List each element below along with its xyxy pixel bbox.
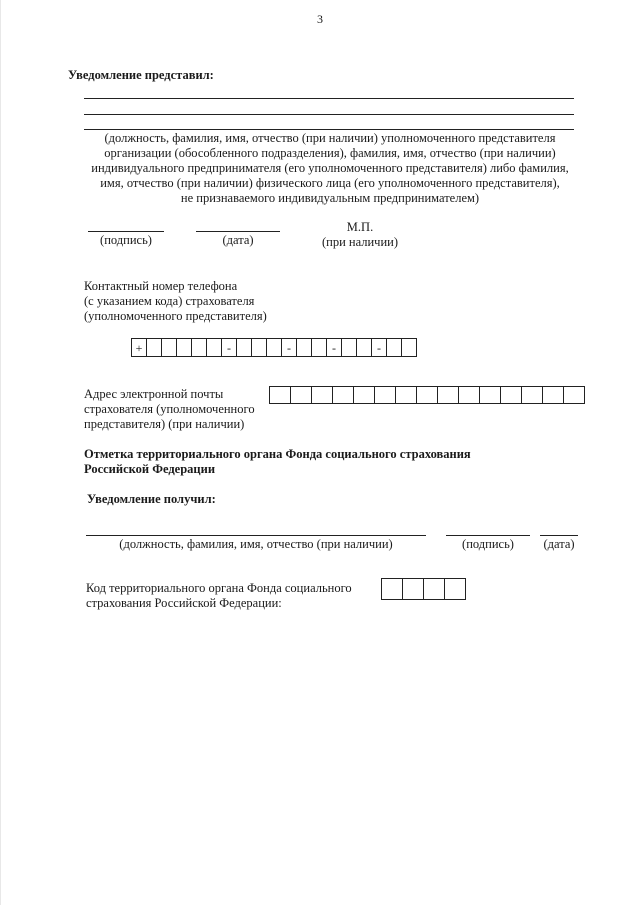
email-label-line: Адрес электронной почты [84,387,224,401]
input-cell[interactable]: + [132,338,147,357]
input-cell[interactable] [543,386,564,404]
seal-note: (при наличии) [321,235,399,249]
receiver-date-label: (дата) [543,537,575,551]
caption-line: имя, отчество (при наличии) физического лица (его уполномоченного представителя), [100,176,560,190]
input-cell[interactable] [396,386,417,404]
input-cell[interactable] [207,338,222,357]
input-cell[interactable] [291,386,312,404]
receiver-position-line[interactable] [86,535,426,536]
signature-line[interactable] [88,231,164,232]
fss-code-label-line: страхования Российской Федерации: [86,596,282,610]
input-cell[interactable] [564,386,585,404]
input-cell[interactable] [522,386,543,404]
seal-label: М.П. [346,220,374,234]
caption-line: (должность, фамилия, имя, отчество (при наличии) уполномоченного представителя [104,131,556,145]
page-edge-left [0,0,1,905]
phone-label-line: (уполномоченного представителя) [84,309,267,323]
input-cell[interactable] [312,338,327,357]
input-cell[interactable]: - [282,338,297,357]
submitter-caption [70,131,590,206]
phone-label [84,279,267,324]
phone-input-cells[interactable] [131,338,417,357]
input-cell[interactable]: - [372,338,387,357]
input-cell[interactable] [177,338,192,357]
receiver-position-label: (должность, фамилия, имя, отчество (при наличии) [119,537,393,551]
input-cell[interactable] [382,578,403,600]
email-label-line: представителя) (при наличии) [84,417,245,431]
input-cell[interactable] [445,578,466,600]
input-cell[interactable] [252,338,267,357]
received-heading: Уведомление получил: [87,492,216,506]
receiver-signature-line[interactable] [446,535,530,536]
receiver-signature-label: (подпись) [462,537,514,551]
input-cell[interactable] [387,338,402,357]
email-label-line: страхователя (уполномоченного [84,402,255,416]
caption-line: организации (обособленного подразделения), фамилия, имя, отчество (при наличии) [104,146,556,160]
input-cell[interactable] [312,386,333,404]
signature-label: (подпись) [100,233,152,247]
input-cell[interactable]: - [222,338,237,357]
email-label [84,387,255,432]
submitted-heading: Уведомление представил: [68,68,214,82]
receiver-date-line[interactable] [540,535,578,536]
input-cell[interactable] [333,386,354,404]
input-cell[interactable] [357,338,372,357]
input-cell[interactable] [342,338,357,357]
input-cell[interactable] [237,338,252,357]
caption-line: не признаваемого индивидуальным предпринимателем) [180,191,480,205]
email-input-cells[interactable] [269,386,585,404]
phone-label-line: (с указанием кода) страхователя [84,294,255,308]
input-cell[interactable] [424,578,445,600]
page-number: 3 [317,12,323,26]
submitter-line-3[interactable] [84,129,574,130]
fss-mark-heading [84,447,471,477]
input-cell[interactable] [375,386,396,404]
input-cell[interactable] [403,578,424,600]
caption-line: индивидуального предпринимателя (его уполномоченного представителя) либо фамилия, [91,161,569,175]
input-cell[interactable] [192,338,207,357]
input-cell[interactable] [402,338,417,357]
input-cell[interactable] [354,386,375,404]
input-cell[interactable] [438,386,459,404]
input-cell[interactable] [297,338,312,357]
fss-code-label-line: Код территориального органа Фонда социального [86,581,352,595]
input-cell[interactable] [480,386,501,404]
input-cell[interactable] [270,386,291,404]
input-cell[interactable] [501,386,522,404]
submitter-line-1[interactable] [84,98,574,99]
submitter-line-2[interactable] [84,114,574,115]
fss-code-input-cells[interactable] [381,578,466,600]
fss-mark-heading-line: Отметка территориального органа Фонда социального страхования [84,447,471,461]
input-cell[interactable]: - [327,338,342,357]
fss-mark-heading-line: Российской Федерации [84,462,216,476]
date-label: (дата) [222,233,254,247]
date-line[interactable] [196,231,280,232]
input-cell[interactable] [267,338,282,357]
input-cell[interactable] [459,386,480,404]
phone-label-line: Контактный номер телефона [84,279,238,293]
input-cell[interactable] [162,338,177,357]
input-cell[interactable] [417,386,438,404]
fss-code-label [86,581,352,611]
input-cell[interactable] [147,338,162,357]
